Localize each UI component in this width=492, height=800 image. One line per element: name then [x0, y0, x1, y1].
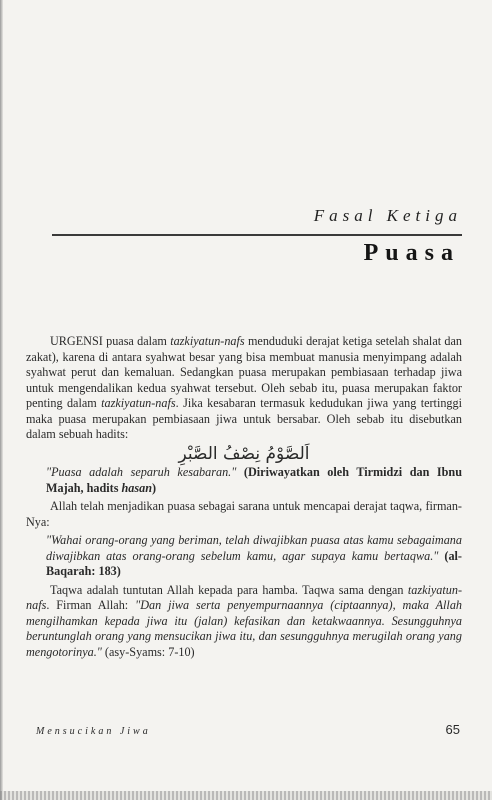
verse-source: (asy-Syams: 7-10): [101, 644, 195, 659]
verse-quote: "Wahai orang-orang yang beriman, telah diwajibkan puasa atas kamu sebagaimana diwajibkan atas orang-orang sebelum kamu, agar supaya kamu bertaqwa.": [46, 533, 462, 563]
page-left-edge: [0, 0, 3, 800]
chapter-label: Fasal Ketiga: [313, 206, 462, 225]
running-footer-title: Mensucikan Jiwa: [36, 726, 151, 737]
text-run: . Jika kesabaran termasuk kedudukan jiwa yang tertinggi maka puasa merupakan pembiasaan jiwa untuk bersabar. Oleh sebab itu disebutkan dalam sebuah hadits:: [26, 396, 462, 441]
text-run: URGENSI puasa dalam: [50, 334, 171, 348]
paragraph-syams: [26, 583, 462, 661]
chapter-title: Puasa: [363, 240, 460, 266]
hadith-quote: "Puasa adalah separuh kesabaran.": [46, 465, 237, 479]
verse-baqarah: [26, 533, 462, 580]
term-italic: tazkiyatun-nafs: [26, 582, 462, 612]
page-footer: [36, 722, 460, 737]
page-number: 65: [445, 722, 460, 737]
hadith-source: (Diriwayatkan oleh Tirmidzi dan Ibnu Majah, hadits: [46, 465, 462, 495]
hadith-source-close: ): [152, 480, 157, 495]
hadith-grade: hasan: [121, 480, 153, 495]
hadith-translation: [26, 465, 462, 496]
verse-source: (al-Baqarah: 183): [46, 548, 462, 578]
term-italic: tazkiyatun-nafs: [101, 396, 176, 410]
verse-quote: "Dan jiwa serta penyempurnaannya (ciptaannya), maka Allah mengilhamkan kepada jiwa itu (jalan) kefasikan dan ketakwaannya. Sesungguhnya beruntunglah orang yang mensucikan jiwa itu, dan sesungguhnya merugilah orang yang mengotorinya.": [26, 598, 463, 659]
paragraph-intro: [26, 334, 462, 443]
page-bottom-edge: [0, 791, 492, 800]
paragraph-taqwa: Allah telah menjadikan puasa sebagai sarana untuk mencapai derajat taqwa, firman-Nya:: [26, 499, 462, 529]
arabic-hadith: اَلصَّوْمُ نِصْفُ الصَّبْرِ: [178, 443, 310, 464]
term-italic: tazkiyatun-nafs: [170, 334, 245, 348]
chapter-rule: [52, 234, 462, 236]
text-run: Taqwa adalah tuntutan Allah kepada para hamba. Taqwa sama dengan: [50, 582, 408, 597]
text-run: menduduki derajat ketiga setelah shalat dan zakat), karena di antara syahwat besar yang bisa membuat manusia menyimpang adalah syahwat perut dan kemaluan. Sedangkan puasa merupakan pembiasaan terhadap jiwa untuk mengendalikan kedua syahwat tersebut. Oleh sebab itu, puasa merupakan faktor penting dalam: [26, 334, 462, 410]
body-text: [26, 334, 462, 663]
text-run: . Firman Allah:: [46, 598, 136, 612]
